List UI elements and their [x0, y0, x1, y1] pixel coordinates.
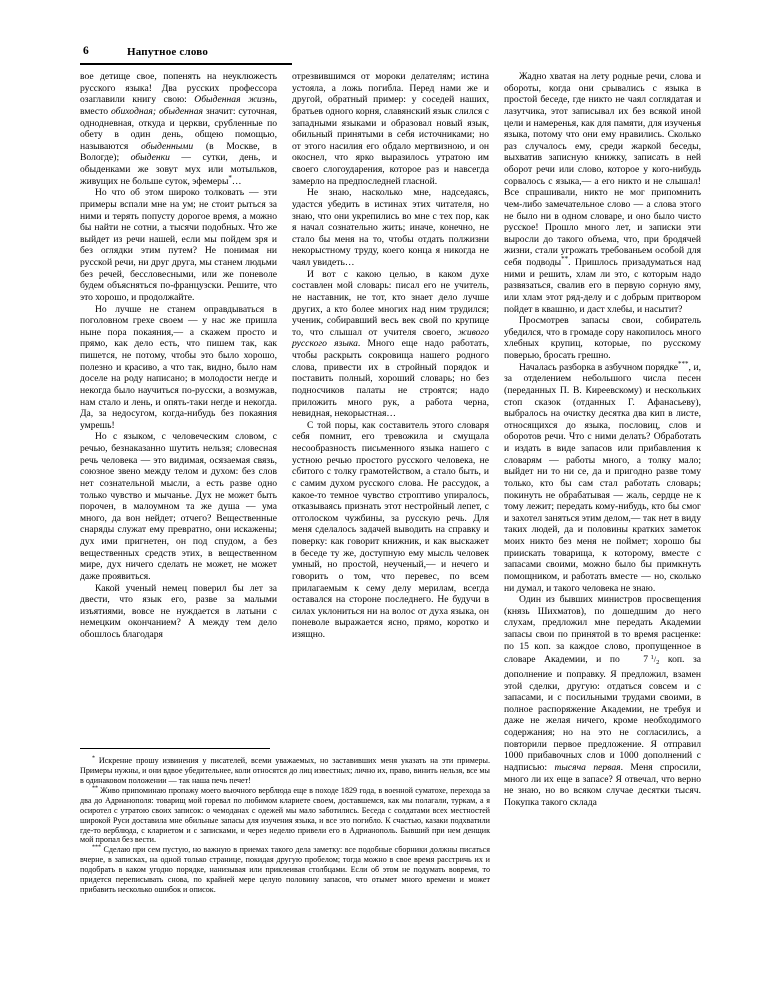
- page-number: 6: [83, 45, 89, 57]
- body-paragraph: Но что об этом широко толковать — эти примеры вспали мне на ум; не стоит рыться за ними и терять попусту дорогое время, а можно бы найти не сотни, а тысячи подобных. Что же выйдет из речи нашей, если мы пойдем зря и без оглядки этим путем? Не понимая ни русской речи, ни друг друга, мы станем людьми без речей, бессловесными, или же поневоле будем объясняться по-французски. Решите, что это хорошо, и продолжайте.: [80, 187, 277, 303]
- italic-phrase: обыденки: [130, 152, 170, 164]
- footnote-block: [80, 748, 490, 895]
- footnote-marker: ***: [92, 844, 101, 851]
- footnote-list: [80, 756, 490, 895]
- body-paragraph: С той поры, как составитель этого словаря себя помнит, его тревожила и смущала несообразность письменного языка нашего с устною речью простого русского человека, не сбитого с толку грамотейством, а стало быть, и с самим духом русского слова. Не рассудок, а какое-то темное чувство строптиво упиралось, отказываясь признать этот нестройный лепет, с отголоском чужбины, за русскую речь. Для меня сделалось задачей выводить на справку и поверку: как говорит книжник, и как выскажет в беседе ту же, доступную ему мысль человек умный, но простой, неученый,— и нечего и говорить о том, что перевес, по всем прилагаемым к сему делу мерилам, всегда оставался на стороне последнего. Не будучи в силах уклониться ни на волос от духа языка, он поневоле выражается ясно, прямо, коротко и изящно.: [292, 419, 489, 640]
- mixed-fraction: 7 $^1/_2$: [643, 654, 660, 667]
- page-content-area: [80, 44, 701, 974]
- footnote-marker: *: [92, 755, 95, 762]
- footnote-item: *** Сделаю при сем пустую, но важную в приемах такого дела заметку: все подобные сборники должны писаться вчерне, в записках, на одной только странице, покидая другую пробелом; тогда можно в свое время расстричь их и подобрать в каком угодно порядке, нанизывая или приклеивая столбцами. Если об этом не подумать вовремя, то придется переписывать снова, по крайней мере целую половину запасов, что отымет много времени и может прибавить несколько ошибок и описок.: [80, 844, 490, 894]
- body-paragraph: Жадно хватая на лету родные речи, слова и обороты, когда они срывались с языка в простой беседе, где никто не чаял соглядатая и лазутчика, этот записывал их без всякой иной цели и намеренья, как для памяти, для изученья языка, потому что они ему нравились. Сколько раз случалось ему, среди жаркой беседы, выхватив записную книжку, записать в ней оборот речи или слово, которое у кого-нибудь сорвалось с языка,— а его никто и не слышал! Все спрашивали, никто не мог припомнить чем-либо замечательное слово — а слова этого не было ни в одном словаре, и оно было чисто русское! Прошло много лет, и записки эти выросли до такого объема, что, при бродячей жизни, стали угрожать требованьем особой для себя подводы**. Пришлось призадуматься над ними и решить, хлам ли это, с которым надо развязаться, свалив его в первую сорную яму, или хлам этот ряд-делу и с добрым притвором пойдет в квашню, и даст хлебы, и насытит?: [504, 71, 701, 315]
- footnote-item: ** Живо припоминаю пропажу моего вьючного верблюда еще в походе 1829 года, в военной суматохе, перехода за два до Адрианополя: товарищ мой горевал по любимом клариете своем, доставшемся, как мы полагали, туркам, а я осиротел с утратою своих записок: о чемоданах с одежей мы мало заботились. Беседа с солдатами всех местностей широкой Руси доставила мне обильные запасы для изучения языка, и все это погибло. К счастью, казаки подхватили где-то верблюда, с клариетом и с записками, и через неделю привели его в Адрианополь. Бывший при нем денщик мой пропал без вести.: [80, 785, 490, 845]
- running-head-rule: [80, 63, 292, 65]
- column-middle: [292, 71, 489, 709]
- body-paragraph: Один из бывших министров просвещения (князь Шихматов), по дошедшим до него слухам, предложил мне передать Академии запасы свои по принятой в то время расценке: по 15 коп. за каждое слово, пропущенное в словаре Академии, и по 7 $^1/_2$ коп. за дополнение и поправку. Я предложил, взамен этой сделки, другую: отдаться совсем и с запасами, и с посильными трудами своими, в полное распоряжение Академии, не требуя и даже не желая ничего, кроме необходимого содержания; но на это не согласились, а повторили первое предложение. Я отправил 1000 прибавочных слов и 1000 дополнений с надписью: тысяча первая. Меня спросили, много ли их еще в запасе? Я отвечал, что верно не знаю, но во всяком случае десятки тысяч. Покупка такого склада: [504, 594, 701, 808]
- body-paragraph: Не знаю, насколько мне, надседаясь, удастся убедить в истинах этих читателя, но знаю, что они укрепились во мне с тех пор, как я начал сознательно жить; иначе, конечно, не стало бы меня на то, чтобы отдать полжизни некорыстному труду, коего конца я никогда не чаял увидеть…: [292, 187, 489, 268]
- running-head-title: Напутное слово: [127, 46, 209, 58]
- footnote-separator-rule: [80, 748, 270, 749]
- italic-phrase: обиходная; обыденная: [110, 105, 203, 117]
- body-paragraph: Просмотрев запасы свои, собиратель убедился, что в громаде сору накопилось много хлебных крупиц, которые, по русскому поверью, бросать грешно.: [504, 315, 701, 361]
- italic-phrase: Обыденная жизнь: [194, 94, 275, 106]
- body-paragraph: Но с языком, с человеческим словом, с речью, безнаказанно шутить нельзя; словесная речь человека — это видимая, осязаемая связь, союзное звено между телом и духом: без слов нет сознательной мысли, а есть разве одно только чувство и мычанье. Дух не может быть порочен, в малоумном та же душа — ума много, да вон нейдет; отчего? Вещественные снаряды служат ему превратно, они искажены; дух ими пригнетен, он под спудом, а без вещественных средств этих, в вещественном мире, дух ничего сделать не может, не может даже проявиться.: [80, 431, 277, 582]
- column-left: [80, 71, 277, 709]
- running-head: [80, 44, 292, 70]
- body-paragraph: отрезвившимся от мороки делателям; истина устояла, а ложь погибла. Перед нами же и другой, обратный пример: у соседей наших, братьев одного корня, славянский язык слился с западными языками и образовал новый язык, обильный принятыми в себя источниками; но от этого насилия его обдало мертвизною, и он окоснел, что ярко выразилось утратою им своего слогоударения, которое раз и навсегда замерло на предпоследней гласной.: [292, 71, 489, 187]
- body-paragraph: Началась разборка в азбучном порядке***, и, за отделением небольшого числа песен (переданных П. В. Киреевскому) и нескольких стоп сказок (отданных Г. Афанасьеву), выбралось на очистку десятка два кип в листе, относящихся до языка, пословиц, слов и оборотов речи. Что с ними делать? Обработать и издать в виде запасов или прибавления к словарям — работы много, а толку мало; выйдет ни то ни се, да и пригодно разве тому только, кто бы сам стал работать словарь; покинуть не обрабатывая — жаль, сердце не к тому лежит; передать кому-нибудь, кто бы смог и захотел заняться этим делом,— так нет в виду таких людей, да и половины кратких заметок моих никто без меня не поймет; хорошо бы приискать товарища, к которому, вместе с запасами своими, можно было бы примкнуть помощником, и работать вместе — но, сколько ни думал, и такого человека не знаю.: [504, 359, 701, 594]
- body-paragraph: вое детище свое, попенять на неуклюжесть русского языка! Два русских профессора озаглавили книгу свою: Обыденная жизнь, вместо обиходная; обыденная значит: суточная, однодневная, откуда и церкви, срубленные по обету в один день, общею помощью, называются обыденными (в Москве, в Вологде); обыденки — сутки, день, и обыденками же зовут мух или мотыльков, живущих не больше суток, эфемеры*…: [80, 71, 277, 187]
- italic-phrase: тысяча первая: [554, 761, 621, 773]
- column-right: [504, 71, 701, 808]
- italic-phrase: живого русского языка: [292, 326, 489, 350]
- footnote-marker: **: [92, 785, 98, 792]
- italic-phrase: обыденными: [141, 140, 194, 152]
- footnote-item: * Искренне прошу извинения у писателей, всеми уважаемых, но заставивших меня указать на эти примеры. Примеры нужны, и они вдвое убедительнее, коли относятся до лиц известных; лично их, право, винить нельзя, все мы в одинаковом положении — так наша печь печет!: [80, 755, 490, 785]
- body-paragraph: Но лучше не станем оправдываться в поголовном грехе своем — у нас же пришла ныне пора покаяния,— а скажем просто и прямо, как дело есть, что пишем так, как пишется, не потому, чтобы это было хорошо, полезно и красиво, а что так, видно, было нам доселе на роду написано; в молодости негде и некогда было научиться по-русски, а возмужав, нам стало и лень, и опять-таки негде и некогда. Да, за недосугом, когда-нибудь без покаяния умрешь!: [80, 303, 277, 431]
- text-columns: [80, 71, 701, 808]
- footnote-reference-marker[interactable]: *: [228, 173, 232, 182]
- footnote-reference-marker[interactable]: **: [561, 254, 569, 263]
- footnote-reference-marker[interactable]: ***: [678, 359, 689, 368]
- body-paragraph: Какой ученый немец поверил бы лет за двести, что язык его, разве за малыми изъятиями, вовсе не нуждается в латыни с немецким окончанием? А между тем дело обошлось благодаря: [80, 582, 277, 640]
- body-paragraph: И вот с какою целью, в каком духе составлен мой словарь: писал его не учитель, не наставник, не тот, кто знает дело лучше других, а кто более многих над ним трудился; ученик, собиравший весь век свой по крупице то, что слышал от учителя своего, живого русского языка. Много еще надо работать, чтобы раскрыть сокровища нашего родного слова, привести их в стройный порядок и поставить полный, хороший словарь; но без подносчиков палаты не строятся; надо приложить много рук, а работа черна, невидная, некорыстная…: [292, 268, 489, 420]
